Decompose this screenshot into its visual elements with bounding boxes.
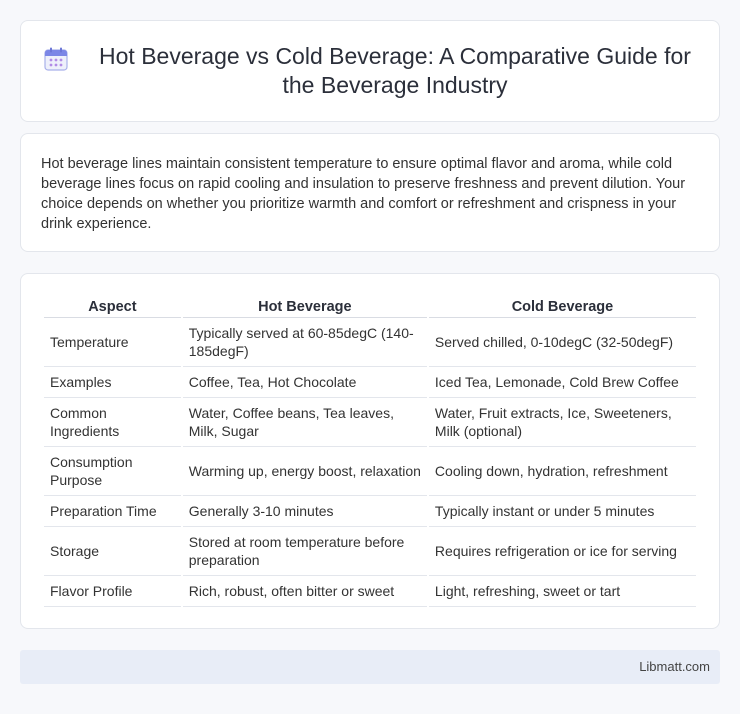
- cell-aspect: Storage: [44, 527, 181, 576]
- title-card: [20, 20, 720, 122]
- comparison-table: [42, 296, 698, 607]
- table-row: [44, 398, 696, 447]
- header-hot-beverage: Hot Beverage: [183, 296, 427, 318]
- cell-aspect: Flavor Profile: [44, 576, 181, 607]
- intro-card: [20, 133, 720, 252]
- table-row: [44, 447, 696, 496]
- table-row: [44, 318, 696, 367]
- comparison-table-card: [20, 273, 720, 629]
- cell-hot: Water, Coffee beans, Tea leaves, Milk, Sugar: [183, 398, 427, 447]
- cell-hot: Generally 3-10 minutes: [183, 496, 427, 527]
- cell-cold: Requires refrigeration or ice for serving: [429, 527, 696, 576]
- cell-aspect: Consumption Purpose: [44, 447, 181, 496]
- cell-cold: Iced Tea, Lemonade, Cold Brew Coffee: [429, 367, 696, 398]
- header-aspect: Aspect: [44, 296, 181, 318]
- intro-paragraph: Hot beverage lines maintain consistent temperature to ensure optimal flavor and aroma, while cold beverage lines focus on rapid cooling and insulation to preserve freshness and prevent dilution. Your choice depends on whether you prioritize warmth and comfort or refreshment and crispness in your drink experience.: [41, 156, 686, 232]
- cell-hot: Stored at room temperature before preparation: [183, 527, 427, 576]
- title-row: [43, 21, 701, 121]
- cell-cold: Served chilled, 0-10degC (32-50degF): [429, 318, 696, 367]
- cell-aspect: Temperature: [44, 318, 181, 367]
- table-row: [44, 576, 696, 607]
- calendar-icon: [43, 46, 69, 72]
- cell-aspect: Examples: [44, 367, 181, 398]
- cell-aspect: Preparation Time: [44, 496, 181, 527]
- cell-hot: Warming up, energy boost, relaxation: [183, 447, 427, 496]
- cell-cold: Typically instant or under 5 minutes: [429, 496, 696, 527]
- cell-hot: Typically served at 60-85degC (140-185degF): [183, 318, 427, 367]
- cell-cold: Cooling down, hydration, refreshment: [429, 447, 696, 496]
- cell-aspect: Common Ingredients: [44, 398, 181, 447]
- table-row: [44, 367, 696, 398]
- page-title: Hot Beverage vs Cold Beverage: A Comparative Guide for the Beverage Industry: [99, 43, 691, 98]
- cell-cold: Water, Fruit extracts, Ice, Sweeteners, Milk (optional): [429, 398, 696, 447]
- cell-cold: Light, refreshing, sweet or tart: [429, 576, 696, 607]
- table-row: [44, 496, 696, 527]
- footer-bar: [20, 650, 720, 684]
- footer-site-link[interactable]: Libmatt.com: [639, 659, 710, 674]
- cell-hot: Coffee, Tea, Hot Chocolate: [183, 367, 427, 398]
- cell-hot: Rich, robust, often bitter or sweet: [183, 576, 427, 607]
- table-row: [44, 527, 696, 576]
- table-header-row: [44, 296, 696, 318]
- header-cold-beverage: Cold Beverage: [429, 296, 696, 318]
